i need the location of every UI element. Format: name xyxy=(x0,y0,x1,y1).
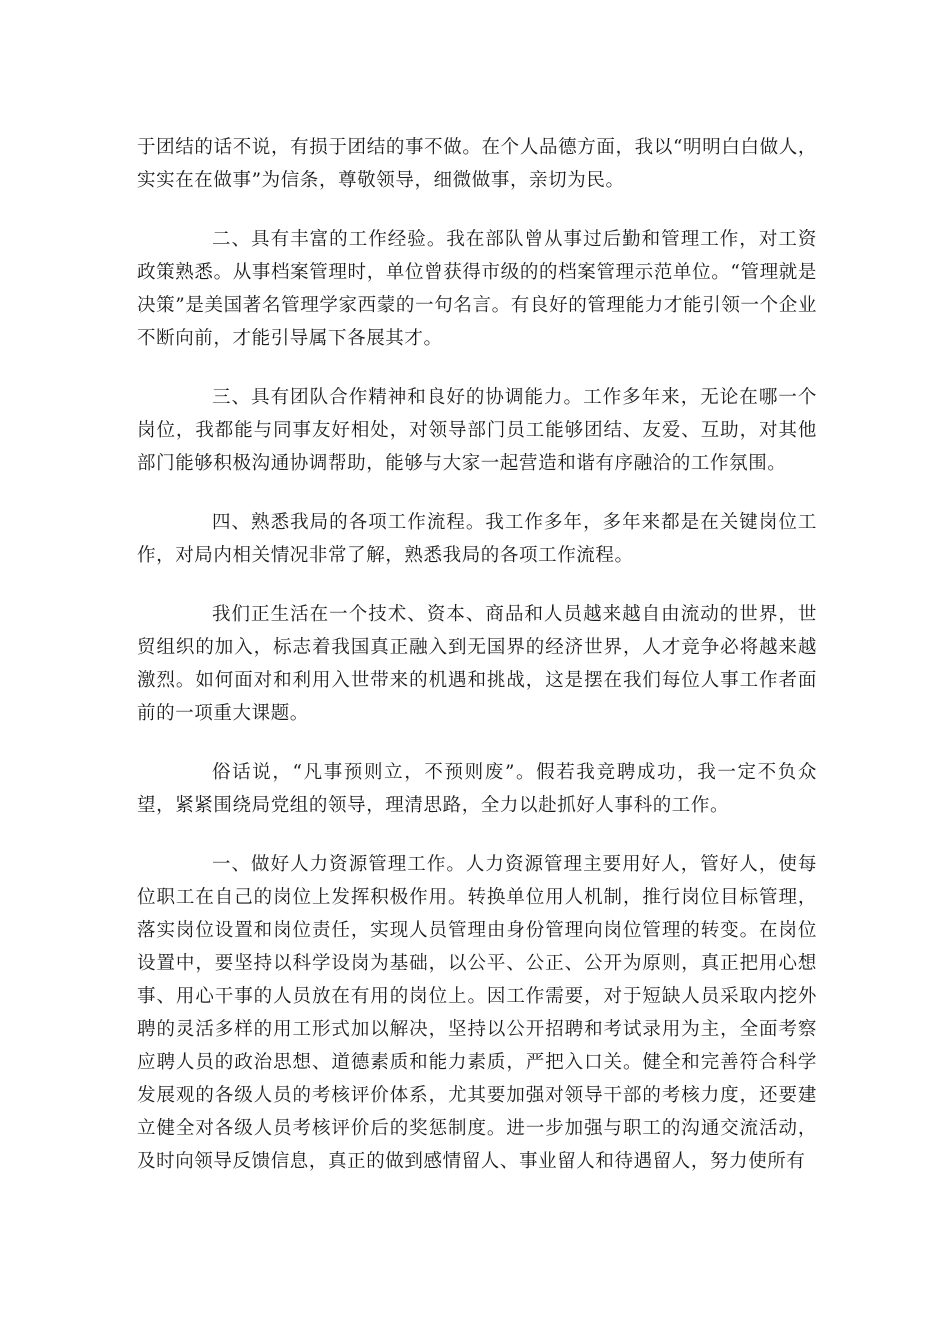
paragraph-continuation: 于团结的话不说，有损于团结的事不做。在个人品德方面，我以“明明白白做人，实实在在做事”为信条，尊敬领导，细微做事，亲切为民。 xyxy=(137,137,817,191)
paragraph-teamwork: 三、具有团队合作精神和良好的协调能力。工作多年来，无论在哪一个岗位，我都能与同事友好相处，对领导部门员工能够团结、友爱、互助，对其他部门能够积极沟通协调帮助，能够与大家一起营造和谐有序融洽的工作氛围。 xyxy=(137,387,817,474)
paragraph-workflow: 四、熟悉我局的各项工作流程。我工作多年，多年来都是在关键岗位工作，对局内相关情况非常了解，熟悉我局的各项工作流程。 xyxy=(137,512,817,566)
paragraph-commitment: 俗话说，“凡事预则立，不预则废”。假若我竞聘成功，我一定不负众望，紧紧围绕局党组的领导，理清思路，全力以赴抓好人事科的工作。 xyxy=(137,762,817,816)
document-body xyxy=(137,131,817,1204)
paragraph-work-experience: 二、具有丰富的工作经验。我在部队曾从事过后勤和管理工作，对工资政策熟悉。从事档案管理时，单位曾获得市级的的档案管理示范单位。“管理就是决策”是美国著名管理学家西蒙的一句名言。有良好的管理能力才能引领一个企业不断向前，才能引导属下各展其才。 xyxy=(137,229,817,349)
paragraph-globalization: 我们正生活在一个技术、资本、商品和人员越来越自由流动的世界，世贸组织的加入，标志着我国真正融入到无国界的经济世界，人才竞争必将越来越激烈。如何面对和利用入世带来的机遇和挑战，这是摆在我们每位人事工作者面前的一项重大课题。 xyxy=(137,604,817,724)
paragraph-hr-management: 一、做好人力资源管理工作。人力资源管理主要用好人，管好人，使每位职工在自己的岗位上发挥积极作用。转换单位用人机制，推行岗位目标管理，落实岗位设置和岗位责任，实现人员管理由身份管理向岗位管理的转变。在岗位设置中，要坚持以科学设岗为基础，以公平、公正、公开为原则，真正把用心想事、用心干事的人员放在有用的岗位上。因工作需要，对于短缺人员采取内挖外聘的灵活多样的用工形式加以解决，坚持以公开招聘和考试录用为主，全面考察应聘人员的政治思想、道德素质和能力素质，严把入口关。健全和完善符合科学发展观的各级人员的考核评价体系，尤其要加强对领导干部的考核力度，还要建立健全对各级人员考核评价后的奖惩制度。进一步加强与职工的沟通交流活动，及时向领导反馈信息，真正的做到感情留人、事业留人和待遇留人，努力使所有 xyxy=(137,854,817,1172)
